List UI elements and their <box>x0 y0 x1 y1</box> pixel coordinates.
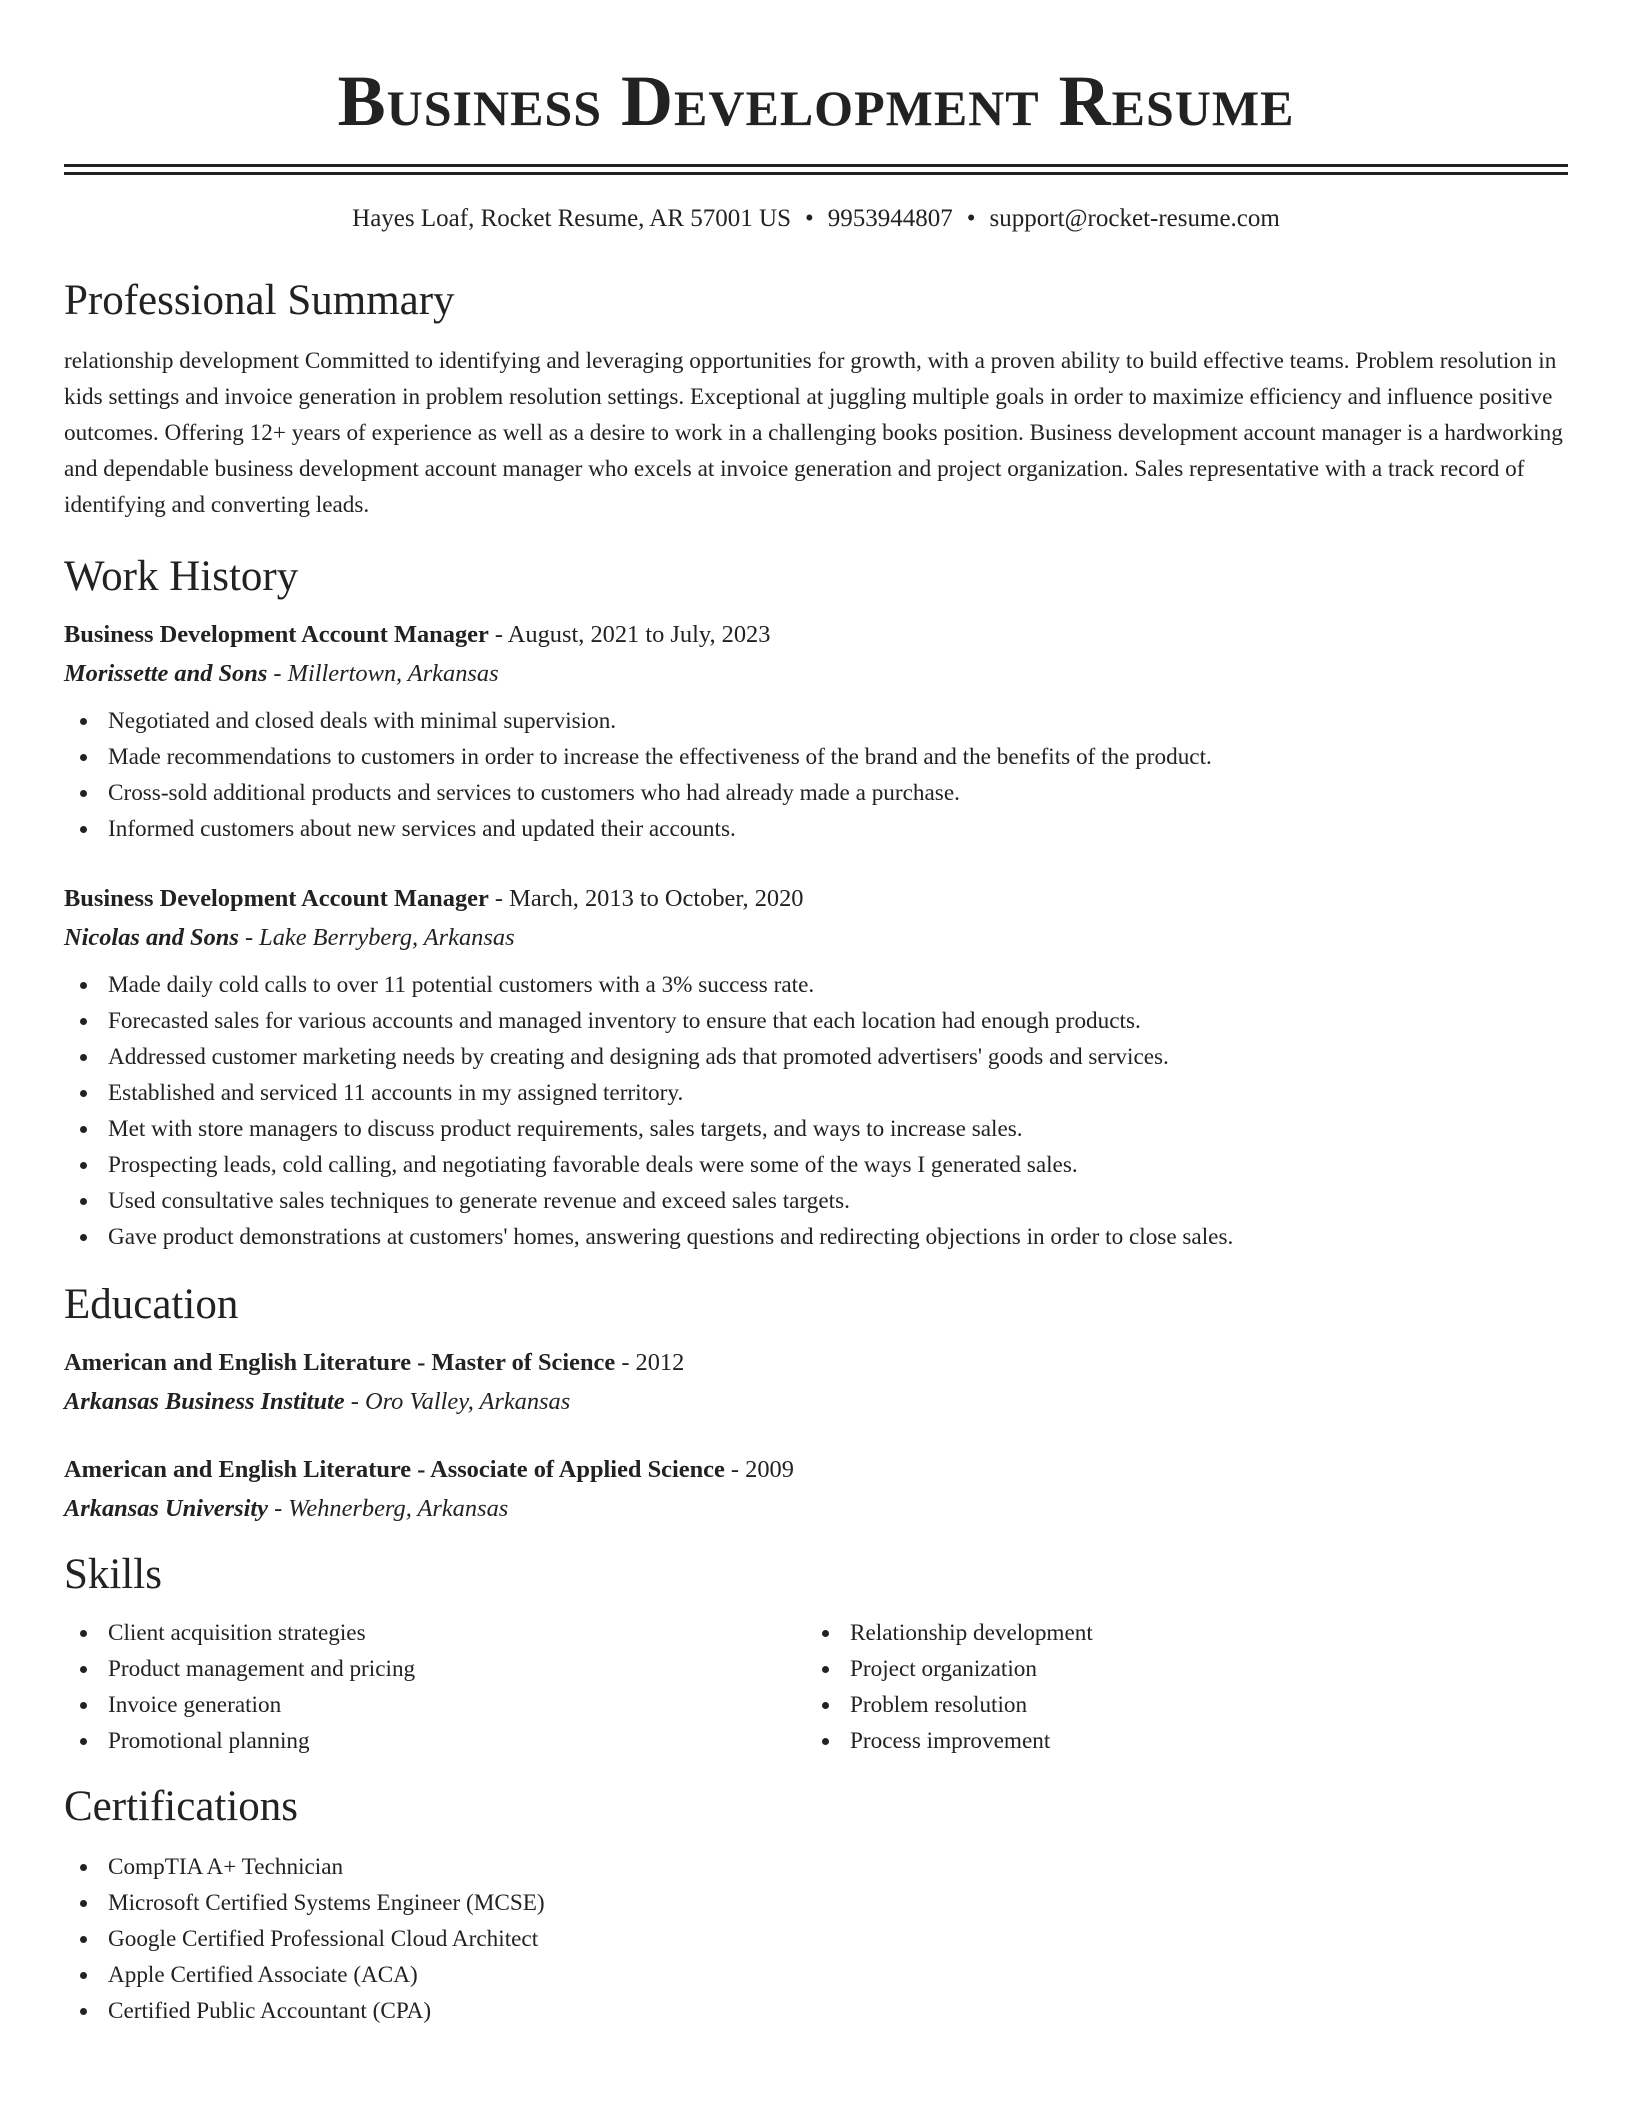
certifications-list <box>64 1849 1568 2029</box>
certification-item: Certified Public Accountant (CPA) <box>64 1993 1568 2029</box>
job-location: - Millertown, Arkansas <box>273 660 499 687</box>
list-item: Forecasted sales for various accounts and managed inventory to ensure that each location had enough products. <box>64 1003 1568 1039</box>
job-title: Business Development Account Manager <box>64 621 489 648</box>
education-school: Arkansas Business Institute <box>64 1388 345 1415</box>
education-institution <box>64 1386 1568 1418</box>
skill-item: Invoice generation <box>64 1687 806 1723</box>
job-duties-list <box>64 703 1568 847</box>
job-location: - Lake Berryberg, Arkansas <box>244 924 515 951</box>
contact-address: Hayes Loaf, Rocket Resume, AR 57001 US <box>352 205 791 232</box>
job-employer <box>64 658 1568 690</box>
list-item: Used consultative sales techniques to generate revenue and exceed sales targets. <box>64 1183 1568 1219</box>
list-item: Informed customers about new services and updated their accounts. <box>64 811 1568 847</box>
education-institution <box>64 1493 1568 1525</box>
job-company: Morissette and Sons <box>64 660 268 687</box>
job-company: Nicolas and Sons <box>64 924 239 951</box>
contact-line <box>64 203 1568 235</box>
title-divider-thin <box>64 172 1568 175</box>
job-duties-list <box>64 967 1568 1255</box>
education-location: - Wehnerberg, Arkansas <box>274 1495 509 1522</box>
contact-phone: 9953944807 <box>827 205 953 232</box>
resume-title: Business Development Resume <box>337 61 1295 141</box>
education-header <box>64 1454 1568 1486</box>
skills-list-right <box>806 1615 1548 1759</box>
skill-item: Product management and pricing <box>64 1651 806 1687</box>
education-header <box>64 1347 1568 1379</box>
skill-item: Relationship development <box>806 1615 1548 1651</box>
list-item: Made recommendations to customers in order to increase the effectiveness of the brand and the benefits of the product. <box>64 739 1568 775</box>
job-dates: - August, 2021 to July, 2023 <box>494 621 771 648</box>
job-header <box>64 619 1568 651</box>
contact-separator: • <box>805 205 814 232</box>
job-employer <box>64 922 1568 954</box>
list-item: Established and serviced 11 accounts in my assigned territory. <box>64 1075 1568 1111</box>
skill-item: Project organization <box>806 1651 1548 1687</box>
job-title: Business Development Account Manager <box>64 885 489 912</box>
list-item: Made daily cold calls to over 11 potential customers with a 3% success rate. <box>64 967 1568 1003</box>
job-dates: - March, 2013 to October, 2020 <box>494 885 804 912</box>
education-degree: American and English Literature - Master of Science <box>64 1349 616 1376</box>
education-degree: American and English Literature - Associate of Applied Science <box>64 1456 725 1483</box>
contact-email: support@rocket-resume.com <box>989 205 1280 232</box>
certification-item: Google Certified Professional Cloud Architect <box>64 1921 1568 1957</box>
list-item: Met with store managers to discuss product requirements, sales targets, and ways to increase sales. <box>64 1111 1568 1147</box>
section-heading-work-history: Work History <box>64 553 299 600</box>
skill-item: Promotional planning <box>64 1723 806 1759</box>
skill-item: Problem resolution <box>806 1687 1548 1723</box>
list-item: Gave product demonstrations at customers' homes, answering questions and redirecting objections in order to close sales. <box>64 1219 1568 1255</box>
section-heading-education: Education <box>64 1281 239 1328</box>
section-heading-summary: Professional Summary <box>64 277 455 324</box>
list-item: Prospecting leads, cold calling, and negotiating favorable deals were some of the ways I generated sales. <box>64 1147 1568 1183</box>
certification-item: Apple Certified Associate (ACA) <box>64 1957 1568 1993</box>
title-divider-thick <box>64 164 1568 167</box>
skills-columns <box>64 1615 1568 1759</box>
education-year: - 2009 <box>730 1456 794 1483</box>
education-year: - 2012 <box>621 1349 685 1376</box>
skill-item: Client acquisition strategies <box>64 1615 806 1651</box>
list-item: Cross-sold additional products and services to customers who had already made a purchase. <box>64 775 1568 811</box>
certification-item: Microsoft Certified Systems Engineer (MCSE) <box>64 1885 1568 1921</box>
summary-text: relationship development Committed to identifying and leveraging opportunities for growth, with a proven ability to build effective teams. Problem resolution in kids settings and invoice generation in problem resolution settings. Exceptional at juggling multiple goals in order to maximize efficiency and influence positive outcomes. Offering 12+ years of experience as well as a desire to work in a challenging books position. Business development account manager is a hardworking and dependable business development account manager who excels at invoice generation and project organization. Sales representative with a track record of identifying and converting leads. <box>64 348 1563 518</box>
list-item: Negotiated and closed deals with minimal supervision. <box>64 703 1568 739</box>
section-heading-skills: Skills <box>64 1551 162 1598</box>
list-item: Addressed customer marketing needs by creating and designing ads that promoted advertisers' goods and services. <box>64 1039 1568 1075</box>
job-header <box>64 883 1568 915</box>
contact-separator: • <box>966 205 976 232</box>
certification-item: CompTIA A+ Technician <box>64 1849 1568 1885</box>
section-heading-certifications: Certifications <box>64 1783 299 1830</box>
education-school: Arkansas University <box>64 1495 268 1522</box>
education-location: - Oro Valley, Arkansas <box>350 1388 571 1415</box>
skill-item: Process improvement <box>806 1723 1548 1759</box>
skills-list-left <box>64 1615 806 1759</box>
